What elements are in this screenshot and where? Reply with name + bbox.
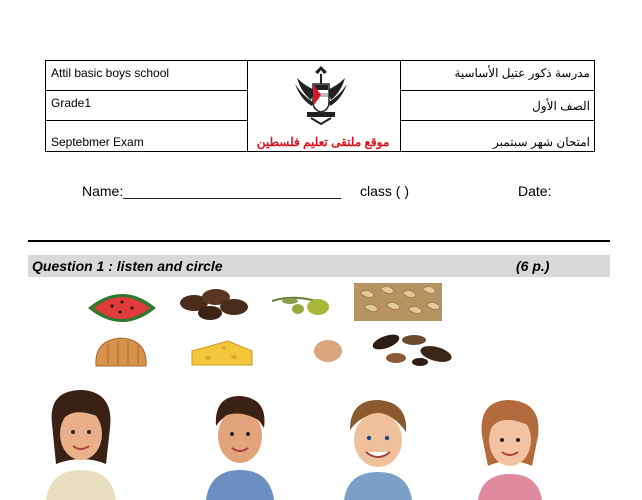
boy-icon[interactable] [200,390,280,500]
bread-icon[interactable] [92,334,150,374]
name-field[interactable]: Name:____________________________ [82,183,342,199]
header-school-ar [401,61,595,91]
cheese-icon[interactable] [188,337,256,369]
olives-icon[interactable] [268,289,344,319]
dates-icon[interactable] [176,283,256,323]
question-title: Question 1 : listen and circle [32,258,223,274]
header-grade-ar [401,91,595,121]
exam-ar: امتحان شهر سبتمبر [493,135,590,149]
class-field[interactable]: class ( ) [360,183,409,199]
girl-icon[interactable] [470,396,550,500]
exam-en: Septebmer Exam [51,135,144,149]
site-name: موقع ملتقى تعليم فلسطين [256,135,390,149]
header-school-en [46,61,247,91]
grade-ar: الصف الأول [532,99,590,113]
divider-line [28,240,610,242]
nuts-icon[interactable] [354,283,442,321]
grade-en: Grade1 [51,96,92,110]
header-right-column [400,61,595,151]
header-left-column [46,61,248,151]
seeds-icon[interactable] [366,326,456,372]
school-name-en: Attil basic boys school [51,66,170,80]
boy-icon[interactable] [336,396,420,500]
date-field[interactable]: Date: [518,183,552,199]
header-exam-ar [401,121,595,151]
question-bar [28,255,610,277]
school-name-ar: مدرسة ذكور عتيل الأساسية [454,66,590,80]
question-points: (6 p.) [516,258,550,274]
header-table [45,60,595,152]
egg-icon[interactable] [302,332,354,370]
palestine-emblem-icon [291,60,351,130]
girl-icon[interactable] [40,384,122,500]
header-exam-en [46,121,247,151]
header-grade-en [46,91,247,121]
watermelon-icon[interactable] [86,290,158,326]
